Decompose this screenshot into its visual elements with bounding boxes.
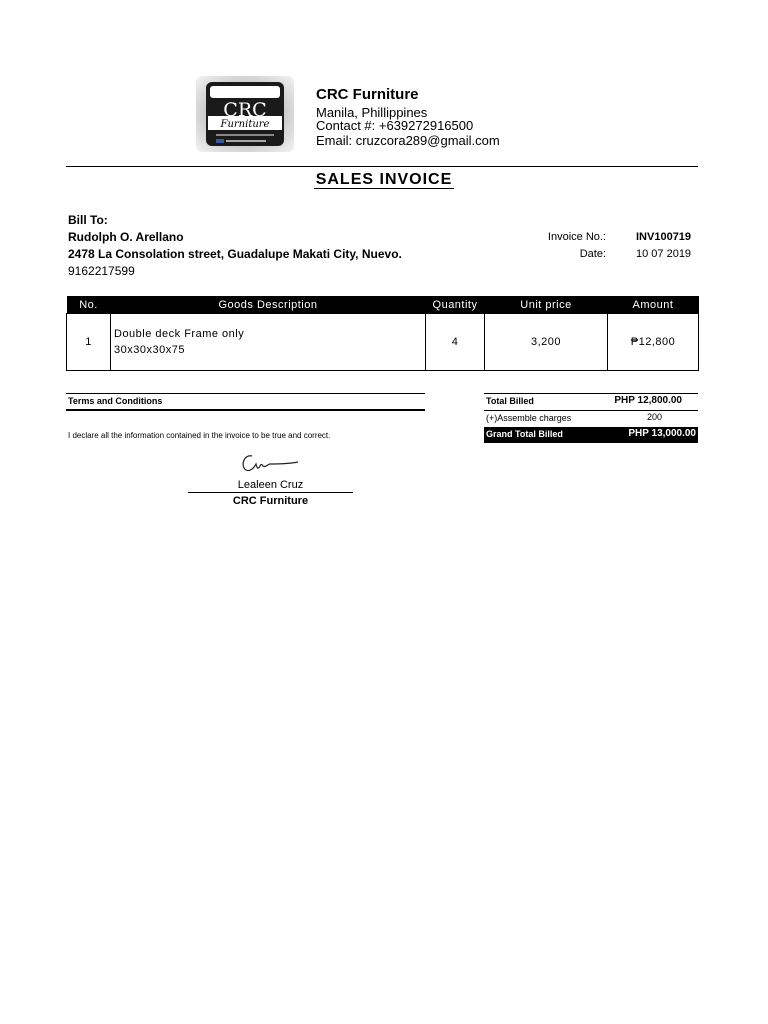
terms-top-rule: [66, 393, 425, 394]
total-billed-row: [484, 394, 698, 410]
bill-to-address: 2478 La Consolation street, Guadalupe Makati City, Nuevo.: [68, 247, 402, 261]
table-row: [67, 314, 699, 371]
row-no: 1: [67, 314, 111, 371]
company-address: Manila, Phillippines: [316, 105, 428, 120]
items-table: [66, 296, 699, 371]
company-contact: Contact #: +639272916500: [316, 118, 474, 133]
signer-name: Lealeen Cruz: [237, 479, 304, 491]
table-header-row: [67, 296, 699, 314]
bill-to-phone: 9162217599: [68, 264, 135, 278]
row-unit-price: 3,200: [485, 314, 608, 371]
page-title: [0, 171, 768, 189]
invoice-date: 10 07 2019: [636, 248, 692, 260]
declaration-text: I declare all the information contained in the invoice to be true and correct.: [68, 431, 331, 440]
signer-company: CRC Furniture: [232, 495, 309, 507]
company-logo: [196, 76, 294, 152]
header-divider: [66, 166, 698, 167]
assemble-label: (+)Assemble charges: [486, 413, 572, 423]
row-description-line1: Double deck Frame only: [114, 328, 245, 340]
invoice-no-label: Invoice No.:: [547, 231, 606, 243]
grand-total-row: [484, 427, 698, 443]
grand-total-value: PHP 13,000.00: [628, 428, 696, 439]
signature-image: [238, 450, 302, 481]
company-email: Email: cruzcora289@gmail.com: [316, 133, 500, 148]
page-title-text: SALES INVOICE: [315, 171, 453, 188]
invoice-no: INV100719: [636, 231, 692, 243]
header-unit-price: Unit price: [485, 296, 608, 314]
total-billed-value: PHP 12,800.00: [614, 395, 682, 406]
invoice-date-label: Date:: [579, 248, 606, 260]
logo-text: CRC: [223, 99, 267, 121]
row-description-line2: 30x30x30x75: [114, 344, 185, 356]
header-amount: Amount: [608, 296, 699, 314]
header-description: Goods Description: [111, 296, 426, 314]
assemble-row: [484, 411, 698, 427]
grand-total-label: Grand Total Billed: [486, 429, 563, 439]
signature-line: [188, 492, 353, 493]
header-no: No.: [67, 296, 111, 314]
bill-to-label: Bill To:: [68, 213, 108, 227]
terms-bottom-rule: [66, 409, 425, 411]
total-billed-label: Total Billed: [486, 396, 534, 406]
terms-label: Terms and Conditions: [68, 396, 163, 406]
assemble-value: 200: [646, 412, 662, 422]
row-quantity: 4: [426, 314, 485, 371]
row-description: [111, 314, 426, 371]
company-name: CRC Furniture: [316, 86, 419, 103]
header-quantity: Quantity: [426, 296, 485, 314]
bill-to-name: Rudolph O. Arellano: [68, 230, 184, 244]
row-amount: ₱12,800: [608, 314, 699, 371]
logo-subtext: Furniture: [220, 119, 270, 130]
